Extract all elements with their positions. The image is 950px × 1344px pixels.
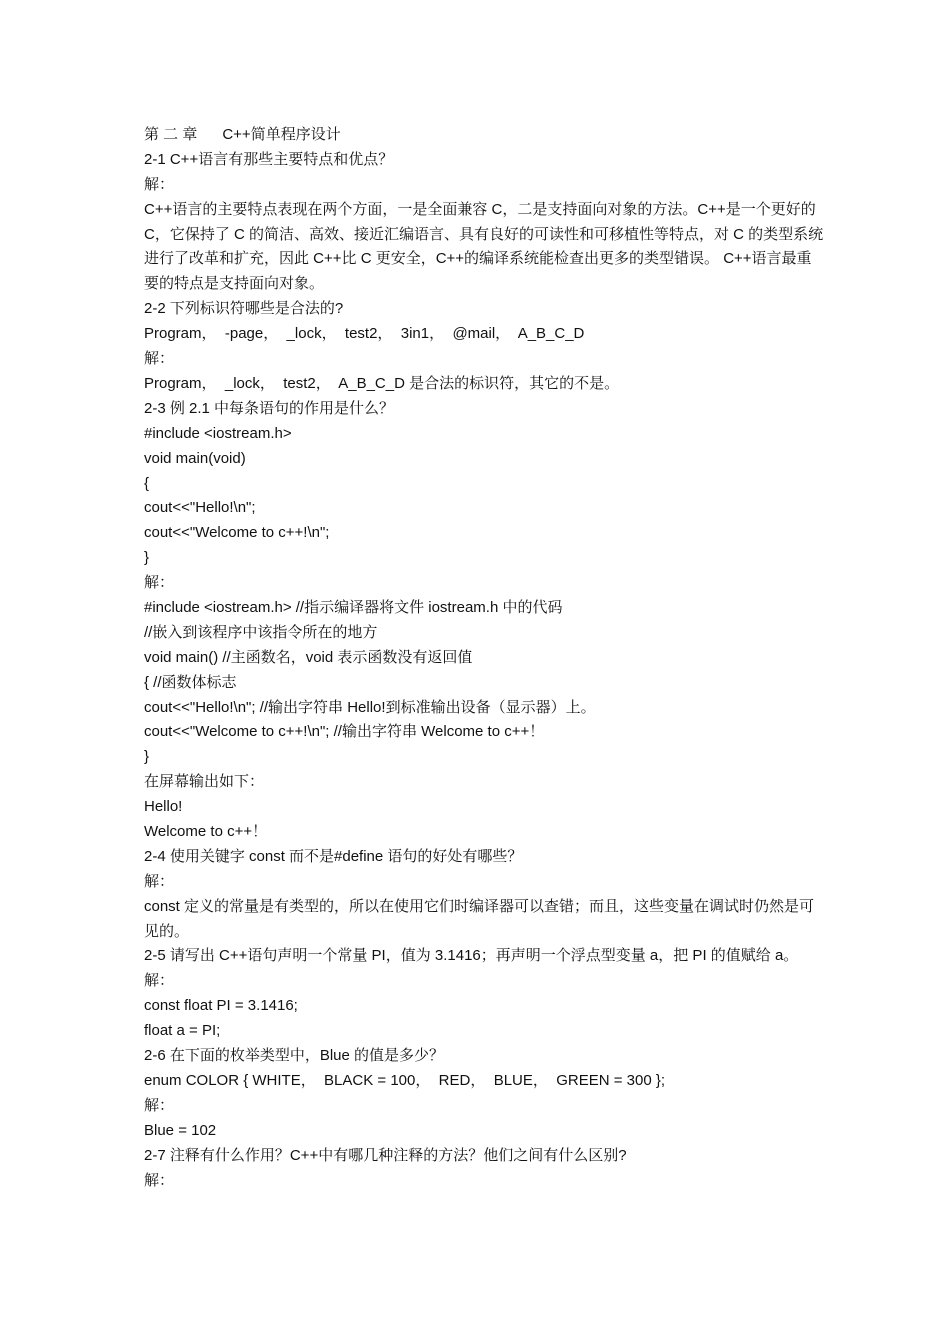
- answer-2-1-paragraph: C++语言的主要特点表现在两个方面，一是全面兼容 C，二是支持面向对象的方法。C++是一个更好的 C，它保持了 C 的简洁、高效、接近汇编语言、具有良好的可读性和可移植性等特点，对 C 的类型系统进行了改革和扩充，因此 C++比 C 更安全，C++的编译系统能检查出更多的类型错误。 C++语言最重要的特点是支持面向对象。: [144, 200, 824, 293]
- annotated-code-line: { //函数体标志: [144, 673, 237, 691]
- question-2-1: 2-1 C++语言有那些主要特点和优点？: [144, 150, 394, 168]
- code-line: cout<<"Welcome to c++!\n";: [144, 524, 330, 542]
- document-page: [144, 123, 824, 1193]
- question-2-4: 2-4 使用关键字 const 而不是#define 语句的好处有哪些？: [144, 847, 523, 865]
- code-line: cout<<"Hello!\n";: [144, 499, 256, 517]
- code-line: {: [144, 474, 150, 492]
- identifier-list: Program， -page， _lock， test2， 3in1， @mail， A_B_C_D: [144, 325, 585, 343]
- output-intro: 在屏幕输出如下：: [144, 773, 265, 791]
- annotated-code-line: cout<<"Hello!\n"; //输出字符串 Hello!到标准输出设备（显示器）上。: [144, 698, 596, 716]
- question-2-7: 2-7 注释有什么作用？C++中有哪几种注释的方法？他们之间有什么区别?: [144, 1146, 627, 1164]
- code-line: enum COLOR { WHITE， BLACK = 100， RED， BLUE， GREEN = 300 };: [144, 1071, 666, 1089]
- code-line: }: [144, 549, 150, 567]
- answer-label: 解：: [144, 574, 175, 592]
- answer-label: 解：: [144, 972, 175, 990]
- answer-label: 解：: [144, 175, 175, 193]
- question-2-6: 2-6 在下面的枚举类型中，Blue 的值是多少？: [144, 1047, 445, 1065]
- annotated-code-line: }: [144, 748, 150, 766]
- annotated-code-line: void main() //主函数名，void 表示函数没有返回值: [144, 648, 473, 666]
- answer-2-6: Blue = 102: [144, 1121, 217, 1139]
- code-line: #include <iostream.h>: [144, 424, 292, 442]
- answer-2-4-paragraph: const 定义的常量是有类型的，所以在使用它们时编译器可以查错；而且，这些变量在调试时仍然是可见的。: [144, 897, 815, 940]
- annotated-code-line: #include <iostream.h> //指示编译器将文件 iostream.h 中的代码: [144, 598, 563, 616]
- code-line: void main(void): [144, 449, 246, 467]
- question-2-5: 2-5 请写出 C++语句声明一个常量 PI，值为 3.1416；再声明一个浮点型变量 a，把 PI 的值赋给 a。: [144, 947, 799, 965]
- answer-label: 解：: [144, 872, 175, 890]
- answer-label: 解：: [144, 1171, 175, 1189]
- answer-2-2: Program， _lock， test2， A_B_C_D 是合法的标识符，其它的不是。: [144, 374, 620, 392]
- annotated-code-line: cout<<"Welcome to c++!\n"; //输出字符串 Welcome to c++！: [144, 723, 545, 741]
- output-line: Hello!: [144, 798, 183, 816]
- chapter-title: 第 二 章 C++简单程序设计: [144, 126, 341, 143]
- question-2-2: 2-2 下列标识符哪些是合法的?: [144, 300, 344, 318]
- answer-label: 解：: [144, 350, 175, 368]
- code-line: const float PI = 3.1416;: [144, 997, 298, 1015]
- output-line: Welcome to c++！: [144, 823, 268, 840]
- question-2-3: 2-3 例 2.1 中每条语句的作用是什么？: [144, 399, 395, 417]
- annotated-code-line: //嵌入到该程序中该指令所在的地方: [144, 623, 378, 641]
- answer-label: 解：: [144, 1096, 175, 1114]
- code-line: float a = PI;: [144, 1022, 221, 1040]
